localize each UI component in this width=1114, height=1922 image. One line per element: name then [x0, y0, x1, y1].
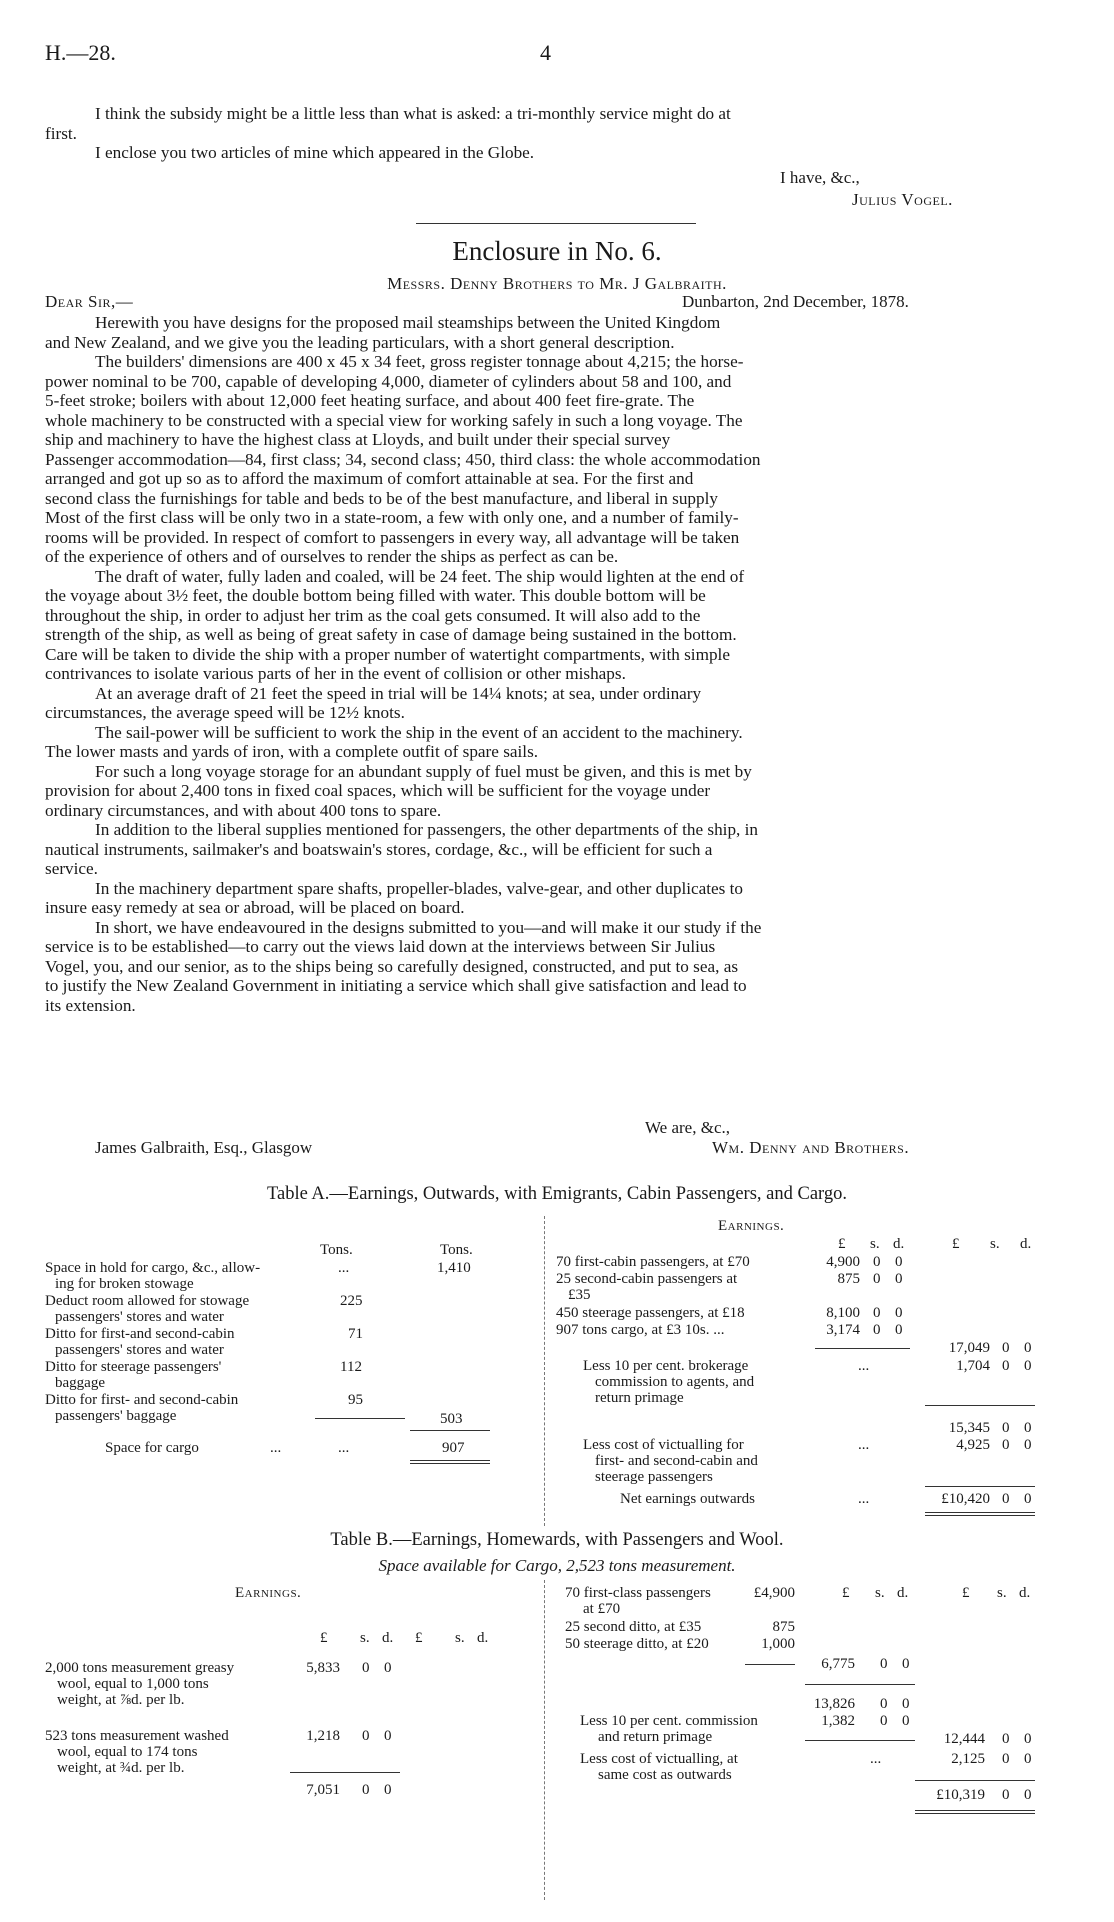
- row-label: steerage passengers: [595, 1469, 713, 1485]
- sum-rule: [915, 1810, 1035, 1811]
- dots: ...: [858, 1358, 870, 1374]
- earnings-heading: Earnings.: [718, 1218, 785, 1234]
- tons-value: ...: [338, 1260, 350, 1276]
- pence: 0: [1024, 1437, 1032, 1453]
- amount: 3,174: [826, 1322, 860, 1338]
- shillings: 0: [873, 1254, 881, 1270]
- row-label: ing for broken stowage: [55, 1276, 194, 1292]
- sum-rule: [410, 1430, 490, 1431]
- text-line: For such a long voyage storage for an abundant supply of fuel must be given, and this is met by: [95, 761, 752, 781]
- row-label: weight, at ⅞d. per lb.: [57, 1692, 185, 1708]
- pence: 0: [895, 1271, 903, 1287]
- row-label: Less cost of victualling, at: [580, 1751, 738, 1767]
- sum-rule: [925, 1405, 1035, 1406]
- row-label: same cost as outwards: [598, 1767, 732, 1783]
- enclosure-from-to: Messrs. Denny Brothers to Mr. J Galbraith.: [387, 274, 727, 293]
- amount: £4,900: [753, 1585, 795, 1601]
- shillings: 0: [1002, 1787, 1010, 1803]
- sum-rule: [410, 1460, 490, 1461]
- table-row: [45, 1260, 260, 1292]
- sum-rule: [925, 1512, 1035, 1513]
- earnings-row-label: [556, 1271, 737, 1303]
- text-line: nautical instruments, sailmaker's and boatswain's stores, cordage, &c., will be efficient for such a: [45, 839, 713, 859]
- text-line: The draft of water, fully laden and coaled, will be 24 feet. The ship would lighten at the end of: [95, 566, 745, 586]
- text-line: The lower masts and yards of iron, with a complete outfit of spare sails.: [45, 742, 539, 761]
- sum-rule: [805, 1740, 915, 1741]
- shillings: 0: [1002, 1437, 1010, 1453]
- sum-rule: [745, 1664, 795, 1665]
- shilling-header: s.: [870, 1236, 880, 1252]
- text-line: arranged and got up so as to afford the maximum of comfort attainable at sea. For the first and: [45, 469, 694, 488]
- dots: ...: [270, 1440, 282, 1456]
- column-divider: [544, 1216, 545, 1526]
- row-label: £35: [568, 1287, 591, 1303]
- table-row: [45, 1392, 238, 1424]
- sum-rule: [805, 1684, 915, 1685]
- row-label: weight, at ¾d. per lb.: [57, 1760, 185, 1776]
- amount: 875: [837, 1271, 860, 1287]
- less-brokerage-label: [583, 1358, 754, 1406]
- tons-value: 112: [340, 1359, 362, 1375]
- text-line: to justify the New Zealand Government in initiating a service which shall give satisfaction and lead to: [45, 976, 747, 995]
- tons-header: Tons.: [440, 1242, 473, 1258]
- after-brokerage-amount: 15,345: [948, 1420, 990, 1436]
- row-label: wool, equal to 174 tons: [57, 1744, 198, 1760]
- text-line: Care will be taken to divide the ship with a proper number of watertight compartments, with simple: [45, 644, 730, 664]
- pence: 0: [1024, 1751, 1032, 1767]
- pound-header: £: [842, 1585, 850, 1601]
- sum-rule: [290, 1772, 400, 1773]
- shilling-header: s.: [990, 1236, 1000, 1252]
- tons-value: 503: [440, 1411, 463, 1427]
- divider: [416, 223, 696, 224]
- victualling-amount: 2,125: [951, 1751, 985, 1767]
- net-outwards-amount: £10,420: [941, 1491, 990, 1507]
- text-line: The builders' dimensions are 400 x 45 x 34 feet, gross register tonnage about 4,215; the horse-: [95, 352, 744, 371]
- row-label: passengers' baggage: [55, 1408, 177, 1424]
- text-line: In the machinery department spare shafts, propeller-blades, valve-gear, and other duplicates to: [95, 878, 744, 898]
- text-line: first.: [45, 123, 77, 143]
- shillings: 0: [880, 1713, 888, 1729]
- shillings: 0: [362, 1728, 370, 1744]
- shillings: 0: [362, 1782, 370, 1798]
- after-commission-amount: 12,444: [943, 1731, 985, 1747]
- wool-row: [45, 1660, 234, 1708]
- shilling-header: s.: [455, 1630, 465, 1646]
- text-line: 5-feet stroke; boilers with about 12,000 feet heating surface, and about 400 feet fire-grate. The: [45, 391, 695, 410]
- addressee: James Galbraith, Esq., Glasgow: [95, 1138, 313, 1157]
- row-label: passengers' stores and water: [55, 1309, 224, 1325]
- sum-rule: [410, 1463, 490, 1464]
- pence: 0: [902, 1696, 910, 1712]
- wool-total: 7,051: [306, 1782, 340, 1798]
- table-b-title: Table B.—Earnings, Homewards, with Passengers and Wool.: [330, 1530, 784, 1550]
- combined-total: 13,826: [813, 1696, 855, 1712]
- pence: 0: [895, 1322, 903, 1338]
- net-outwards-label: Net earnings outwards: [620, 1491, 755, 1507]
- row-label: Less 10 per cent. commission: [580, 1713, 758, 1729]
- pound-header: £: [962, 1585, 970, 1601]
- shillings: 0: [880, 1656, 888, 1672]
- amount: 8,100: [826, 1305, 860, 1321]
- amount: 1,000: [761, 1636, 795, 1652]
- text-line: of the experience of others and of ourselves to render the ships as perfect as can be.: [45, 547, 619, 566]
- shillings: 0: [1002, 1751, 1010, 1767]
- earnings-row-label: 907 tons cargo, at £3 10s. ...: [556, 1322, 725, 1338]
- row-label: at £70: [583, 1601, 621, 1617]
- shillings: 0: [880, 1696, 888, 1712]
- brokerage-amount: 1,704: [956, 1358, 990, 1374]
- passenger-row-label: 25 second ditto, at £35: [565, 1619, 702, 1635]
- less-commission-label: [580, 1713, 758, 1745]
- pence-header: d.: [477, 1630, 489, 1646]
- table-row: [45, 1293, 249, 1325]
- pence: 0: [1024, 1491, 1032, 1507]
- space-for-cargo-value: 907: [442, 1440, 465, 1456]
- table-row: [45, 1359, 221, 1391]
- passenger-total: 6,775: [821, 1656, 855, 1672]
- text-line: the voyage about 3½ feet, the double bottom being filled with water. This double bottom will be: [45, 586, 706, 605]
- row-label: 2,000 tons measurement greasy: [45, 1660, 235, 1676]
- enclosure-closing: We are, &c.,: [645, 1118, 730, 1137]
- amount: 4,900: [826, 1254, 860, 1270]
- row-label: baggage: [55, 1375, 105, 1391]
- net-homewards-amount: £10,319: [936, 1787, 985, 1803]
- text-line: power nominal to be 700, capable of developing 4,000, diameter of cylinders about 58 and 100, and: [45, 371, 732, 391]
- text-line: second class the furnishings for table and beds to be of the best manufacture, and liberal in supply: [45, 488, 718, 508]
- pence: 0: [1024, 1787, 1032, 1803]
- row-label: 523 tons measurement washed: [45, 1728, 229, 1744]
- letter-signature: Julius Vogel.: [852, 190, 953, 209]
- amount: 875: [772, 1619, 795, 1635]
- row-label: Less 10 per cent. brokerage: [583, 1358, 749, 1374]
- row-label: Deduct room allowed for stowage: [45, 1293, 250, 1309]
- text-line: ship and machinery to have the highest class at Lloyds, and built under their special survey: [45, 430, 671, 449]
- letter-end: [45, 104, 1045, 163]
- pence: 0: [384, 1782, 392, 1798]
- less-victualling-label: [580, 1751, 738, 1783]
- table-row: [45, 1326, 235, 1358]
- tons-value: 95: [348, 1392, 363, 1408]
- text-line: rooms will be provided. In respect of comfort to passengers in every way, all advantage will be taken: [45, 527, 740, 547]
- pence: 0: [1024, 1420, 1032, 1436]
- row-label: and return primage: [598, 1729, 713, 1745]
- dots: ...: [858, 1491, 870, 1507]
- dots: ...: [870, 1751, 882, 1767]
- shillings: 0: [1002, 1340, 1010, 1356]
- text-line: circumstances, the average speed will be 12½ knots.: [45, 703, 405, 722]
- text-line: throughout the ship, in order to adjust her trim as the coal gets consumed. It will also add to the: [45, 605, 701, 625]
- text-line: I think the subsidy might be a little less than what is asked: a tri-monthly service might do at: [95, 104, 731, 123]
- shilling-header: s.: [997, 1585, 1007, 1601]
- tons-value: 225: [340, 1293, 363, 1309]
- pound-header: £: [838, 1236, 846, 1252]
- commission-amount: 1,382: [821, 1713, 855, 1729]
- amount: 1,218: [306, 1728, 340, 1744]
- sum-rule: [925, 1515, 1035, 1516]
- row-label: 25 second-cabin passengers at: [556, 1271, 738, 1287]
- amount: 5,833: [306, 1660, 340, 1676]
- tons-value: 1,410: [437, 1260, 471, 1276]
- text-line: its extension.: [45, 995, 136, 1015]
- subtotal-amount: 17,049: [948, 1340, 990, 1356]
- table-b-subtitle: Space available for Cargo, 2,523 tons measurement.: [378, 1556, 736, 1575]
- text-line: Passenger accommodation—84, first class; 34, second class; 450, third class: the whole accommodation: [45, 449, 761, 469]
- pence-header: d.: [893, 1236, 905, 1252]
- row-label: return primage: [595, 1390, 684, 1406]
- enclosure-body: [45, 313, 1045, 1015]
- pence: 0: [1024, 1731, 1032, 1747]
- tons-value: 71: [348, 1326, 363, 1342]
- row-label: Ditto for first- and second-cabin: [45, 1392, 239, 1408]
- pence: 0: [384, 1660, 392, 1676]
- row-label: commission to agents, and: [595, 1374, 755, 1390]
- pound-header: £: [320, 1630, 328, 1646]
- shilling-header: s.: [360, 1630, 370, 1646]
- text-line: strength of the ship, as well as being of great safety in case of damage being sustained in the bottom.: [45, 625, 737, 644]
- shilling-header: s.: [875, 1585, 885, 1601]
- text-line: insure easy remedy at sea or abroad, will be placed on board.: [45, 898, 465, 917]
- table-a-title: Table A.—Earnings, Outwards, with Emigrants, Cabin Passengers, and Cargo.: [267, 1184, 847, 1204]
- row-label: wool, equal to 1,000 tons: [57, 1676, 209, 1692]
- row-label: Space in hold for cargo, &c., allow-: [45, 1260, 261, 1276]
- sum-rule: [815, 1348, 910, 1349]
- pence-header: d.: [1019, 1585, 1031, 1601]
- text-line: contrivances to isolate various parts of her in the event of collision or other mishaps.: [45, 664, 626, 683]
- text-line: At an average draft of 21 feet the speed in trial will be 14¼ knots; at sea, under ordinary: [95, 683, 702, 703]
- victualling-amount: 4,925: [956, 1437, 990, 1453]
- text-line: In short, we have endeavoured in the designs submitted to you—and will make it our study if the: [95, 917, 762, 937]
- sum-rule: [915, 1813, 1035, 1814]
- text-line: provision for about 2,400 tons in fixed coal spaces, which will be sufficient for the voyage under: [45, 781, 711, 800]
- shillings: 0: [1002, 1731, 1010, 1747]
- pence-header: d.: [1020, 1236, 1032, 1252]
- sum-rule: [915, 1780, 1035, 1781]
- shillings: 0: [873, 1322, 881, 1338]
- column-divider: [544, 1580, 545, 1900]
- tons-header: Tons.: [320, 1242, 353, 1258]
- row-label: Less cost of victualling for: [583, 1437, 744, 1453]
- less-victualling-label: [583, 1437, 758, 1485]
- shillings: 0: [873, 1305, 881, 1321]
- text-line: The sail-power will be sufficient to work the ship in the event of an accident to the machinery.: [95, 722, 743, 742]
- dots: ...: [858, 1437, 870, 1453]
- row-label: Ditto for steerage passengers': [45, 1359, 222, 1375]
- shillings: 0: [1002, 1491, 1010, 1507]
- enclosure-title: Enclosure in No. 6.: [452, 236, 662, 266]
- pound-header: £: [952, 1236, 960, 1252]
- pence: 0: [895, 1254, 903, 1270]
- letter-closing: I have, &c.,: [780, 168, 860, 187]
- pence: 0: [1024, 1358, 1032, 1374]
- pence-header: d.: [382, 1630, 394, 1646]
- pence: 0: [1024, 1340, 1032, 1356]
- text-line: ordinary circumstances, and with about 400 tons to spare.: [45, 800, 442, 820]
- salutation: Dear Sir,—: [45, 292, 134, 311]
- enclosure-signature: Wm. Denny and Brothers.: [712, 1138, 910, 1157]
- text-line: Herewith you have designs for the proposed mail steamships between the United Kingdom: [95, 313, 721, 332]
- shillings: 0: [362, 1660, 370, 1676]
- pence: 0: [895, 1305, 903, 1321]
- pence: 0: [902, 1713, 910, 1729]
- pence: 0: [902, 1656, 910, 1672]
- row-label: 70 first-class passengers: [565, 1585, 711, 1601]
- text-line: service is to be established—to carry out the views laid down at the interviews between Sir Julius: [45, 937, 716, 956]
- shillings: 0: [1002, 1420, 1010, 1436]
- earnings-heading: Earnings.: [235, 1585, 302, 1601]
- dots: ...: [338, 1440, 350, 1456]
- shillings: 0: [873, 1271, 881, 1287]
- page-number: 4: [540, 40, 551, 65]
- pound-header: £: [415, 1630, 423, 1646]
- text-line: Vogel, you, and our senior, as to the ships being so carefully designed, constructed, and put to sea, as: [45, 956, 739, 976]
- earnings-row-label: 450 steerage passengers, at £18: [556, 1305, 745, 1321]
- page-reference: H.—28.: [45, 40, 116, 65]
- text-line: service.: [45, 859, 98, 878]
- earnings-row-label: 70 first-cabin passengers, at £70: [556, 1254, 750, 1270]
- text-line: I enclose you two articles of mine which appeared in the Globe.: [95, 143, 535, 162]
- passenger-row-label: 50 steerage ditto, at £20: [565, 1636, 709, 1652]
- shillings: 0: [1002, 1358, 1010, 1374]
- row-label: Ditto for first-and second-cabin: [45, 1326, 235, 1342]
- sum-rule: [315, 1418, 405, 1419]
- text-line: In addition to the liberal supplies mentioned for passengers, the other departments of the ship, in: [95, 820, 758, 839]
- text-line: Most of the first class will be only two in a state-room, a few with only one, and a number of family-: [45, 508, 739, 527]
- sum-rule: [925, 1486, 1035, 1487]
- pence: 0: [384, 1728, 392, 1744]
- text-line: whole machinery to be constructed with a special view for working safely in such a long voyage. The: [45, 410, 743, 430]
- pence-header: d.: [897, 1585, 909, 1601]
- passenger-row: [565, 1585, 711, 1617]
- wool-row: [45, 1728, 229, 1776]
- row-label: first- and second-cabin and: [595, 1453, 758, 1469]
- row-label: passengers' stores and water: [55, 1342, 224, 1358]
- place-date: Dunbarton, 2nd December, 1878.: [682, 292, 909, 311]
- text-line: and New Zealand, and we give you the leading particulars, with a short general description.: [45, 332, 675, 352]
- space-for-cargo-label: Space for cargo: [105, 1440, 199, 1456]
